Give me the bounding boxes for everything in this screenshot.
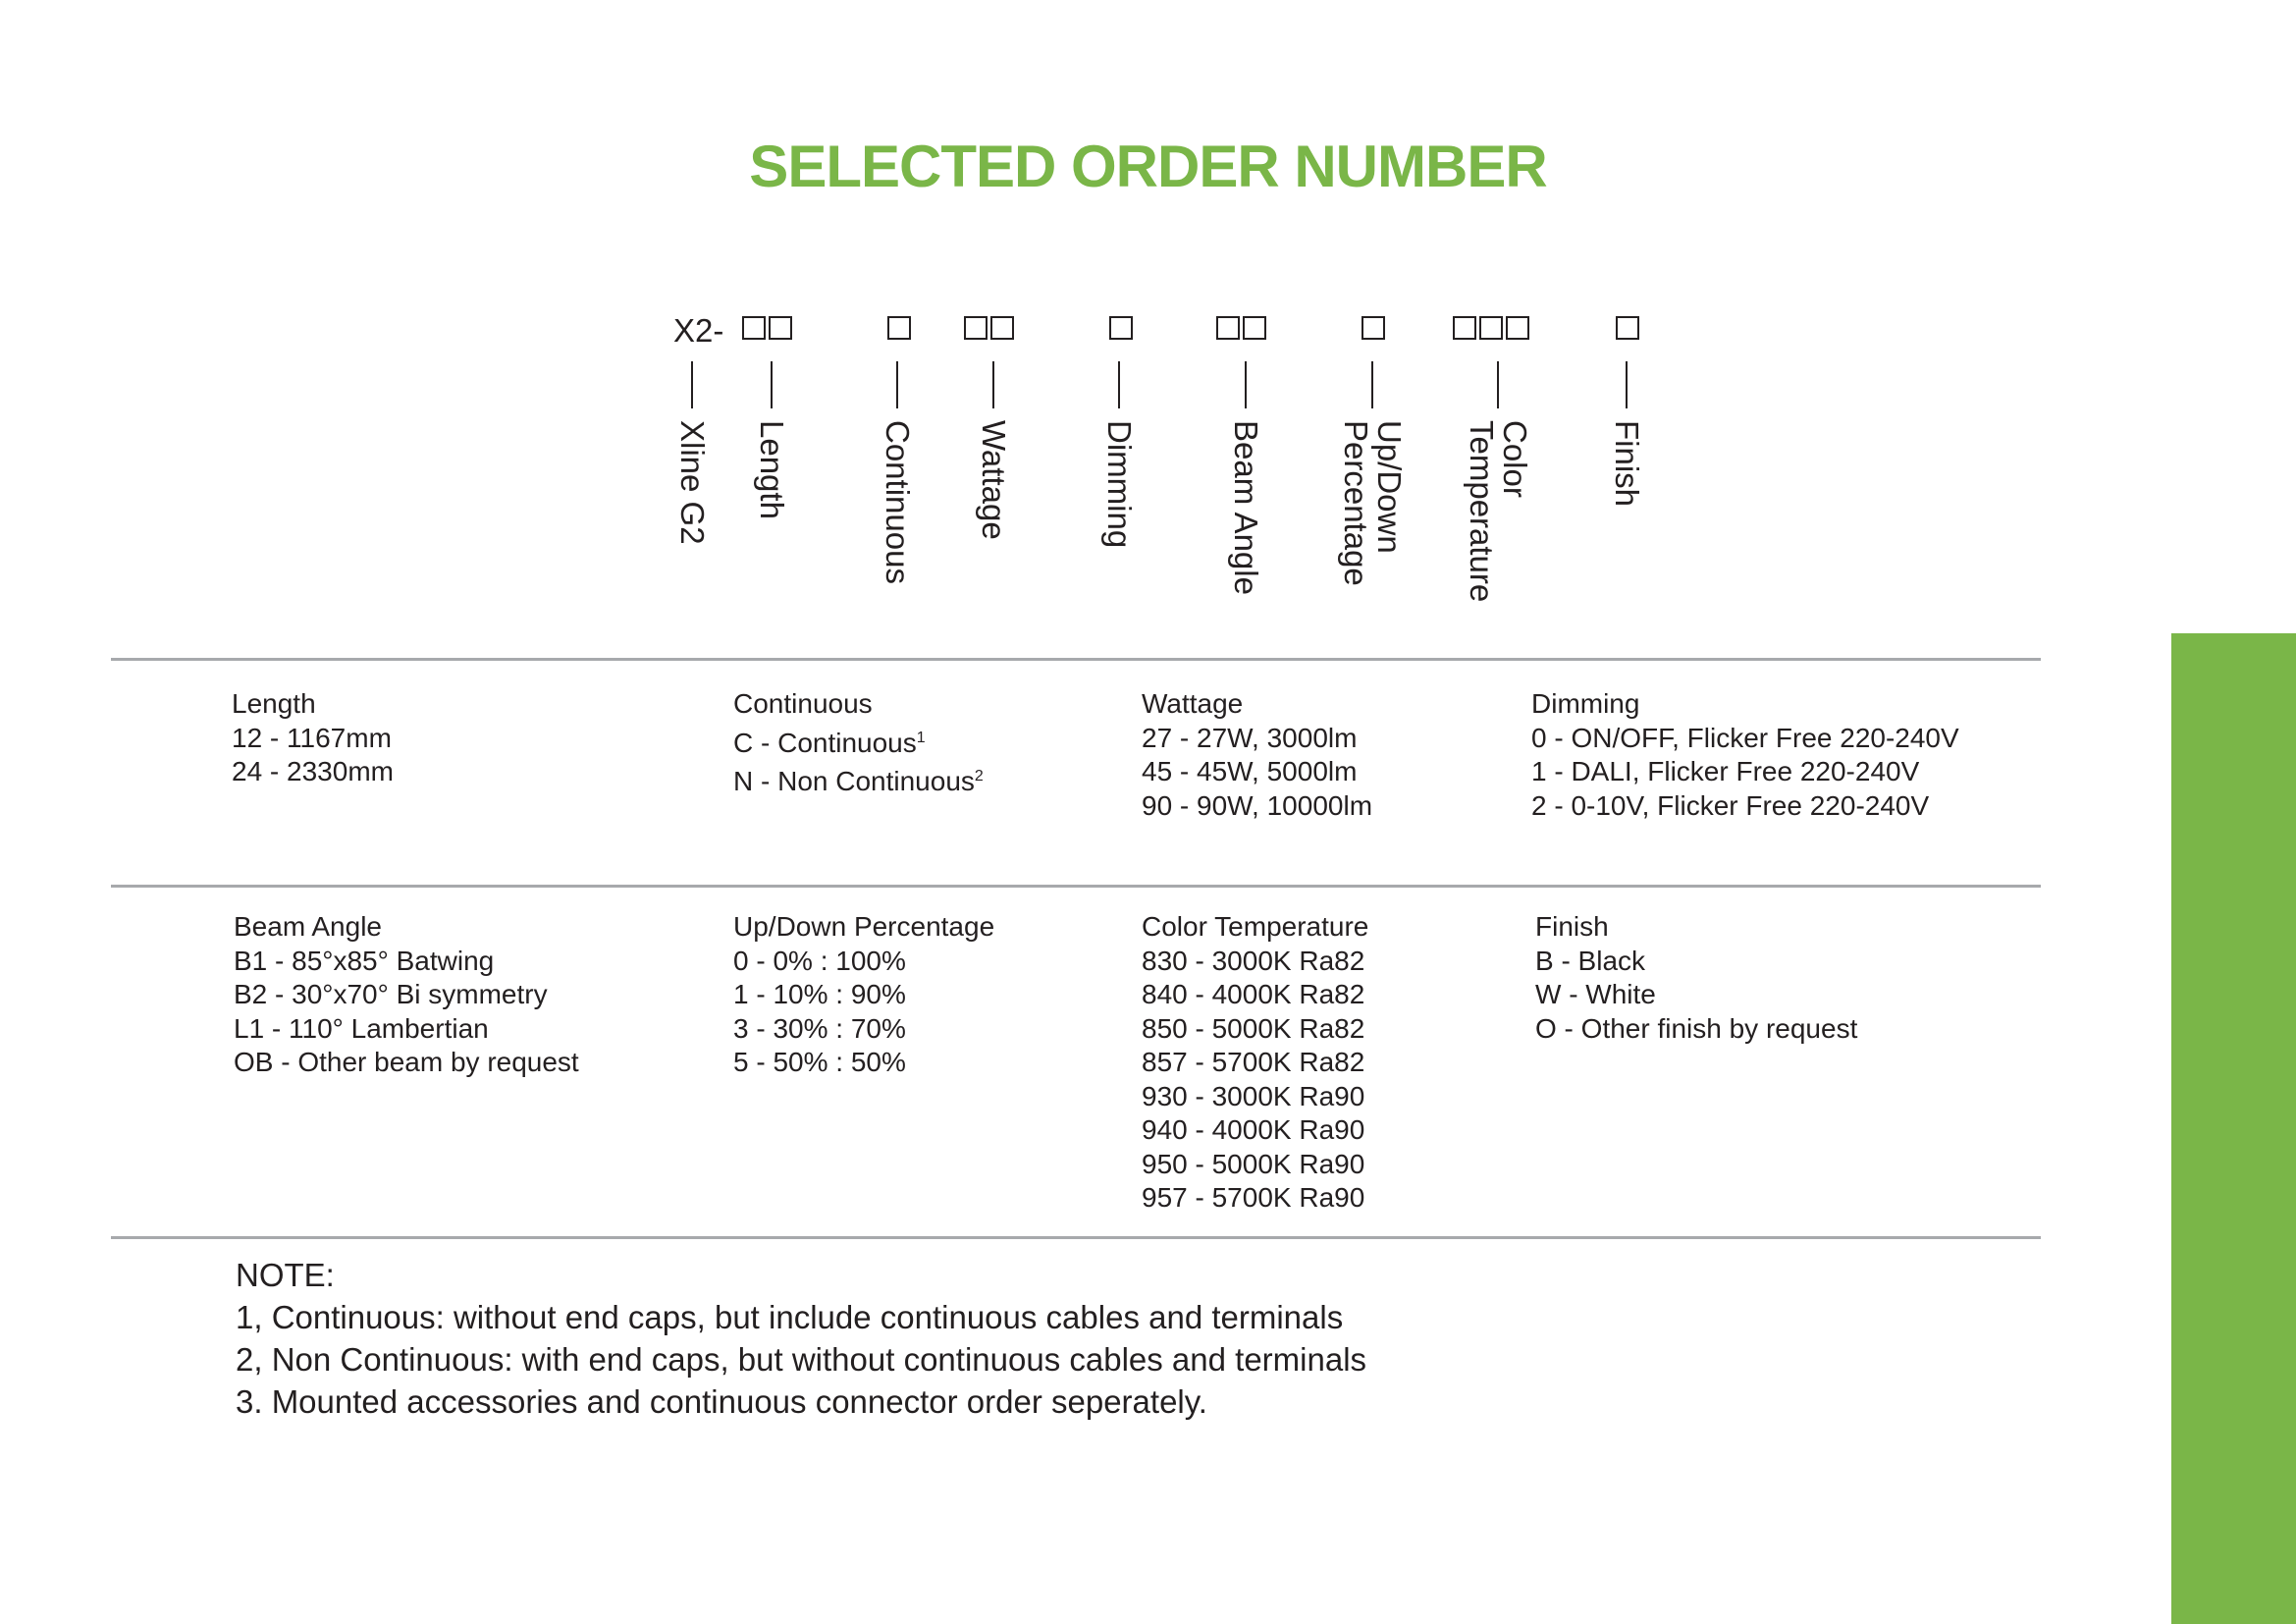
code-box [1479, 316, 1503, 340]
option: 930 - 3000K Ra90 [1142, 1080, 1365, 1111]
option: B - Black [1535, 945, 1646, 976]
length-options [232, 687, 394, 789]
option: 3 - 30% : 70% [733, 1012, 906, 1044]
divider [111, 885, 2041, 888]
option: 24 - 2330mm [232, 756, 394, 786]
option: 850 - 5000K Ra82 [1142, 1012, 1365, 1044]
segment-label-length: Length [754, 420, 790, 519]
wattage-code-boxes [964, 314, 1014, 342]
wattage-options [1142, 687, 1372, 823]
connector-line [992, 361, 994, 408]
option: 957 - 5700K Ra90 [1142, 1182, 1365, 1213]
code-box [990, 316, 1014, 340]
connector-line [1118, 361, 1120, 408]
code-box [1616, 316, 1639, 340]
footnote-marker: 1 [916, 729, 926, 746]
page-title: SELECTED ORDER NUMBER [749, 134, 1547, 199]
section-heading: Wattage [1142, 688, 1244, 719]
option: 5 - 50% : 50% [733, 1047, 906, 1077]
code-box [887, 316, 911, 340]
option: 2 - 0-10V, Flicker Free 220-240V [1531, 789, 1930, 821]
option: 857 - 5700K Ra82 [1142, 1047, 1365, 1077]
color-temperature-options [1142, 910, 1368, 1216]
segment-label-color-temperature: Color Temperature [1464, 420, 1533, 603]
code-box [1216, 316, 1240, 340]
option: 27 - 27W, 3000lm [1142, 722, 1358, 753]
divider [111, 658, 2041, 661]
option: O - Other finish by request [1535, 1012, 1858, 1044]
color-temperature-code-boxes [1453, 314, 1529, 342]
dimming-code-boxes [1109, 314, 1133, 342]
connector-line [1371, 361, 1373, 408]
option: 0 - 0% : 100% [733, 945, 906, 976]
connector-line [1497, 361, 1499, 408]
accent-bar [2171, 633, 2296, 1624]
section-heading: Beam Angle [234, 911, 382, 942]
continuous-options [733, 687, 984, 799]
code-box [1243, 316, 1266, 340]
option: 12 - 1167mm [232, 722, 392, 753]
code-box [1453, 316, 1476, 340]
continuous-code-boxes [887, 314, 911, 342]
segment-label-beam-angle: Beam Angle [1228, 420, 1264, 595]
connector-line [1626, 361, 1628, 408]
section-heading: Finish [1535, 911, 1609, 942]
finish-options [1535, 910, 1857, 1046]
code-box [742, 316, 766, 340]
option: OB - Other beam by request [234, 1047, 579, 1077]
footnote-marker: 2 [974, 768, 984, 785]
option: 940 - 4000K Ra90 [1142, 1114, 1365, 1145]
dimming-options [1531, 687, 1959, 823]
option: B2 - 30°x70° Bi symmetry [234, 979, 548, 1009]
note-line: 3. Mounted accessories and continuous connector order seperately. [236, 1383, 1207, 1420]
updown-code-boxes [1362, 314, 1385, 342]
option: C - Continuous$^1$ [733, 727, 926, 758]
option: N - Non Continuous$^2$ [733, 766, 984, 796]
note-line: 2, Non Continuous: with end caps, but without continuous cables and terminals [236, 1341, 1367, 1378]
segment-label-continuous: Continuous [880, 420, 916, 584]
section-heading: Dimming [1531, 688, 1640, 719]
notes [236, 1254, 1366, 1423]
code-prefix: X2- [673, 312, 724, 349]
option: 45 - 45W, 5000lm [1142, 756, 1358, 786]
option: B1 - 85°x85° Batwing [234, 945, 495, 976]
option: 950 - 5000K Ra90 [1142, 1148, 1365, 1179]
option: 1 - 10% : 90% [733, 979, 906, 1009]
option: W - White [1535, 979, 1656, 1009]
option: 840 - 4000K Ra82 [1142, 979, 1365, 1009]
segment-label-xline-g2: Xline G2 [674, 420, 711, 545]
option: 830 - 3000K Ra82 [1142, 945, 1365, 976]
note-line: 1, Continuous: without end caps, but include continuous cables and terminals [236, 1299, 1344, 1335]
option: 1 - DALI, Flicker Free 220-240V [1531, 756, 1920, 786]
beam-angle-code-boxes [1216, 314, 1266, 342]
segment-label-finish: Finish [1609, 420, 1645, 508]
finish-code-boxes [1616, 314, 1639, 342]
code-box [1362, 316, 1385, 340]
length-code-boxes [742, 314, 792, 342]
code-box [1506, 316, 1529, 340]
segment-label-dimming: Dimming [1101, 420, 1138, 549]
beam-angle-options [234, 910, 579, 1080]
code-box [964, 316, 988, 340]
section-heading: Continuous [733, 688, 873, 719]
segment-label-wattage: Wattage [976, 420, 1012, 540]
connector-line [771, 361, 773, 408]
option: L1 - 110° Lambertian [234, 1012, 489, 1044]
connector-line [896, 361, 898, 408]
section-heading: Color Temperature [1142, 911, 1369, 942]
section-heading: Length [232, 688, 316, 719]
option: 90 - 90W, 10000lm [1142, 789, 1373, 821]
connector-line [691, 361, 693, 408]
code-box [1109, 316, 1133, 340]
connector-line [1245, 361, 1247, 408]
code-box [769, 316, 792, 340]
divider [111, 1236, 2041, 1239]
option: 0 - ON/OFF, Flicker Free 220-240V [1531, 722, 1959, 753]
updown-options [733, 910, 994, 1080]
segment-label-updown: Up/Down Percentage [1338, 420, 1408, 586]
notes-heading: NOTE: [236, 1257, 335, 1293]
section-heading: Up/Down Percentage [733, 911, 995, 942]
